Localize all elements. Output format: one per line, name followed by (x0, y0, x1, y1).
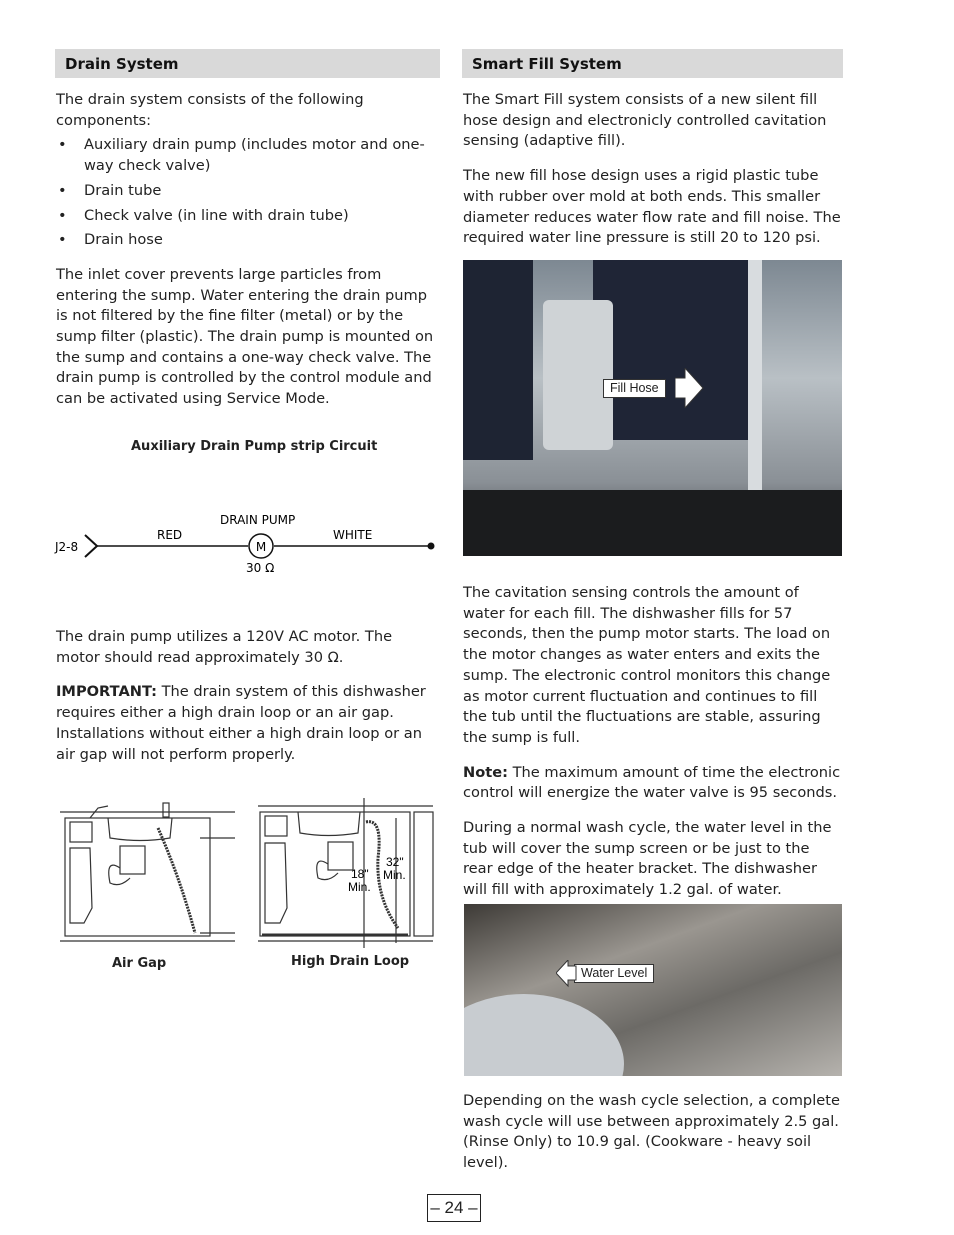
components-list (56, 135, 440, 251)
svg-text:WHITE: WHITE (333, 528, 373, 542)
svg-text:DRAIN PUMP: DRAIN PUMP (220, 513, 296, 527)
svg-text:Min.: Min. (348, 880, 371, 894)
body-text: Depending on the wash cycle selection, a complete wash cycle will use between approximately 2.5 gal. (Rinse Only) to 10.9 gal. (Cookware - heavy soil level). (463, 1092, 840, 1172)
water-level-photo (464, 904, 842, 1076)
body-text: The drain pump utilizes a 120V AC motor. The motor should read approximately 30 Ω. (56, 628, 393, 666)
installation-illustrations (60, 798, 440, 948)
drain-system-section (56, 49, 440, 424)
page-number: – 24 – (427, 1194, 481, 1222)
smart-fill-text-lower (463, 583, 843, 915)
svg-text:M: M (255, 540, 267, 554)
list-item: • Drain hose (56, 230, 440, 251)
water-level-callout: Water Level (574, 964, 654, 983)
list-item: • Auxiliary drain pump (includes motor and one-way check valve) (56, 135, 440, 176)
section-header: Smart Fill System (462, 49, 843, 78)
smart-fill-section (463, 49, 843, 263)
body-text: The cavitation sensing controls the amount of water for each fill. The dishwasher fills for 57 seconds, then the pump motor starts. The load on the motor changes as water enters and exits the sump. The electronic control monitors this change as motor current fluctuation and continues to fill the tub until the fluctuations are stable, assuring the sump is full. (463, 584, 831, 746)
body-text: The inlet cover prevents large particles from entering the sump. Water entering the drain pump is not filtered by the fine filter (metal) or by the sump filter (plastic). The drain pump is mounted on the sump and contains a one-way check valve. The drain pump is controlled by the control module and can be activated using Service Mode. (56, 265, 434, 408)
svg-text:18": 18" (351, 867, 369, 881)
wash-cycle-text (463, 1091, 847, 1188)
connector-label: J2-8 (55, 540, 79, 554)
svg-text:30 Ω: 30 Ω (246, 561, 275, 575)
intro-text: The drain system consists of the following components: (56, 91, 364, 129)
air-gap-caption: Air Gap (112, 956, 167, 971)
svg-text:Min.: Min. (383, 868, 406, 882)
circuit-title: Auxiliary Drain Pump strip Circuit (131, 439, 378, 454)
fill-hose-photo (463, 260, 842, 556)
high-drain-loop-illustration (258, 798, 433, 948)
high-drain-loop-caption: High Drain Loop (291, 954, 410, 969)
fill-hose-callout: Fill Hose (603, 379, 666, 398)
list-item: • Check valve (in line with drain tube) (56, 206, 440, 227)
drain-text-lower (56, 627, 440, 779)
note-text: Note: The maximum amount of time the electronic control will energize the water valve is 95 seconds. (463, 763, 841, 802)
body-text: The Smart Fill system consists of a new silent fill hose design and electronicly controlled cavitation sensing (adaptive fill). (463, 91, 827, 150)
section-header: Drain System (55, 49, 440, 78)
svg-text:RED: RED (157, 528, 183, 542)
important-text: IMPORTANT: The drain system of this dishwasher requires either a high drain loop or an air gap. Installations without either a high drain loop or an air gap will not perform properly. (56, 683, 426, 763)
svg-text:32": 32" (386, 855, 404, 869)
drain-pump-circuit (50, 505, 450, 585)
list-item: • Drain tube (56, 181, 440, 202)
air-gap-illustration (60, 803, 235, 941)
body-text: The new fill hose design uses a rigid plastic tube with rubber over mold at both ends. This smaller diameter reduces water flow rate and fill noise. The required water line pressure is still 20 to 120 psi. (463, 167, 841, 247)
body-text: During a normal wash cycle, the water level in the tub will cover the sump screen or be just to the rear edge of the heater bracket. The dishwasher will fill with approximately 1.2 gal. of water. (463, 819, 832, 899)
